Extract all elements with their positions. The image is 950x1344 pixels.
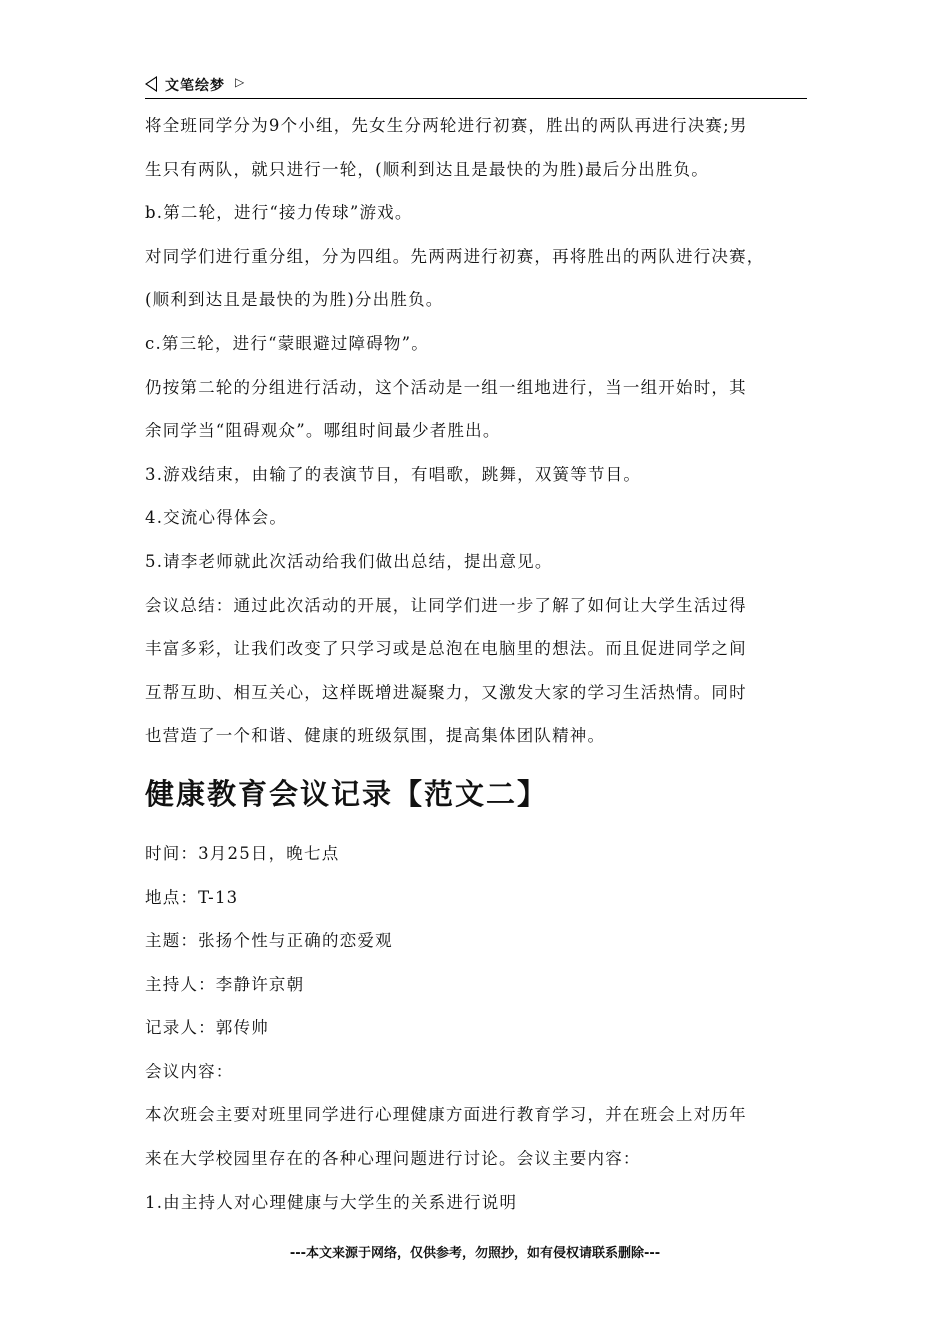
paragraph-line: 5.请李老师就此次活动给我们做出总结，提出意见。 (145, 551, 553, 571)
paragraph-line: c.第三轮，进行“蒙眼避过障碍物”。 (145, 333, 429, 353)
paragraph-line: 将全班同学分为9个小组，先女生分两轮进行初赛，胜出的两队再进行决赛;男 (145, 116, 748, 135)
paragraph-line: 互帮互助、相互关心，这样既增进凝聚力，又激发大家的学习生活热情。同时 (145, 682, 747, 702)
paragraph-line: 丰富多彩，让我们改变了只学习或是总泡在电脑里的想法。而且促进同学之间 (145, 639, 747, 659)
page-footer: ---本文来源于网络，仅供参考，勿照抄，如有侵权请联系删除--- (289, 1246, 661, 1261)
paragraph-line: 本次班会主要对班里同学进行心理健康方面进行教育学习，并在班会上对历年 (145, 1105, 747, 1125)
meeting-host: 主持人：李静许京朝 (145, 974, 305, 994)
paragraph-line: 也营造了一个和谐、健康的班级氛围，提高集体团队精神。 (145, 726, 606, 746)
paragraph-line: (顺利到达且是最快的为胜)分出胜负。 (145, 290, 444, 310)
right-triangle-icon: ▷ (235, 75, 245, 89)
section-title: 健康教育会议记录【范文二】 (145, 776, 549, 811)
meeting-time: 时间：3月25日，晚七点 (145, 843, 340, 863)
meeting-location: 地点：T-13 (145, 887, 239, 907)
paragraph-line: 3.游戏结束，由输了的表演节目，有唱歌，跳舞，双簧等节目。 (145, 464, 642, 484)
page-header (145, 72, 807, 99)
brand-name: 文笔绘梦 (165, 78, 225, 94)
paragraph-line: 对同学们进行重分组，分为四组。先两两进行初赛，再将胜出的两队进行决赛， (145, 246, 765, 266)
paragraph-line: 仍按第二轮的分组进行活动，这个活动是一组一组地进行，当一组开始时，其 (145, 377, 747, 397)
meeting-content-label: 会议内容： (145, 1061, 234, 1081)
meeting-topic: 主题：张扬个性与正确的恋爱观 (145, 931, 393, 951)
paragraph-line: 来在大学校园里存在的各种心理问题进行讨论。会议主要内容： (145, 1149, 641, 1169)
paragraph-line: 余同学当“阻碍观众”。哪组时间最少者胜出。 (145, 421, 501, 441)
paragraph-line: 生只有两队，就只进行一轮，(顺利到达且是最快的为胜)最后分出胜负。 (145, 159, 709, 179)
paragraph-line: 会议总结：通过此次活动的开展，让同学们进一步了解了如何让大学生活过得 (145, 595, 747, 615)
left-triangle-icon (145, 76, 157, 92)
meeting-recorder: 记录人：郭传帅 (145, 1018, 269, 1038)
document-body (145, 104, 810, 1224)
paragraph-line: b.第二轮，进行“接力传球”游戏。 (145, 203, 413, 223)
paragraph-line: 4.交流心得体会。 (145, 508, 288, 528)
paragraph-line: 1.由主持人对心理健康与大学生的关系进行说明 (145, 1192, 518, 1212)
